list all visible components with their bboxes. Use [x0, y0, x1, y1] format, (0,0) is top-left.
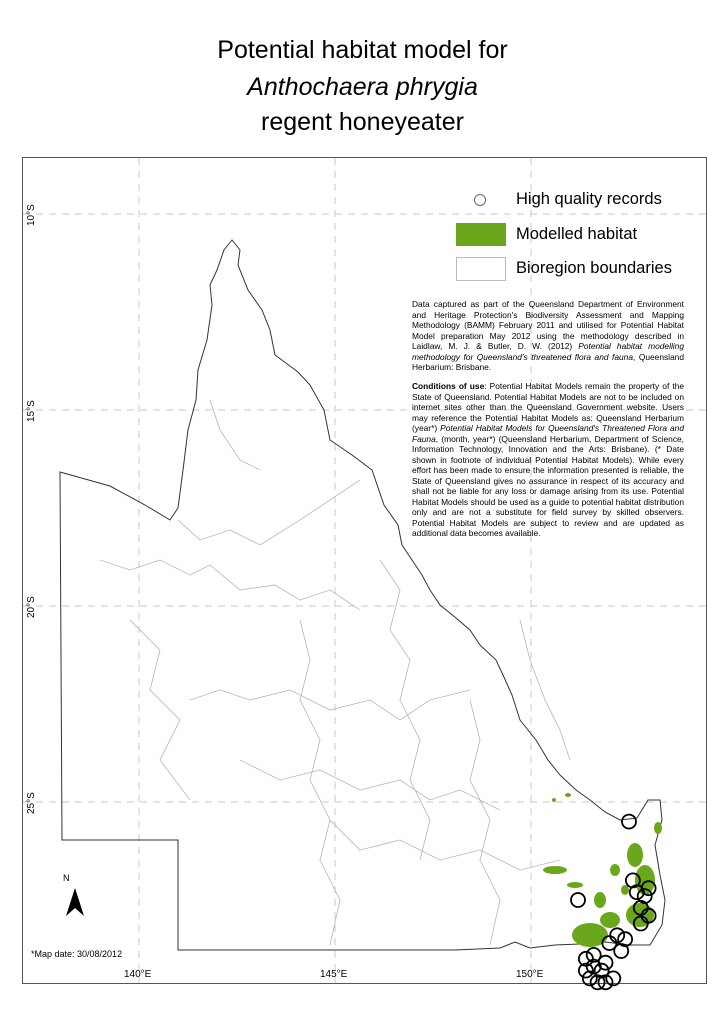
record-point-20 [614, 944, 628, 958]
lat-label-20s: 20°S [26, 596, 37, 618]
legend-bioregion-swatch [456, 257, 506, 281]
conditions-paragraph [412, 381, 684, 539]
legend-records-label: High quality records [516, 190, 662, 208]
conditions-text-end: , (month, year*) (Queensland Herbarium, Department of Science, Information Technology, Innovation and the Arts: Brisbane). (* Date shown in footnote of individual Potential Habitat Models). While every effort has been made to ensure the information presented is reliable, the State of Queensland gives no assurance in respect of its accuracy and shall not be liable for any loss or damage arising from its use. Potential Habitat Models should be used as a guide to potential habitat distribution only and are not a substitute for field survey by skilled observers. Potential Habitat Models are subject to review and are updated as additional data becomes available. [412, 433, 684, 538]
legend-bioregion-label: Bioregion boundaries [516, 259, 672, 277]
modelled-habitat [543, 793, 662, 947]
record-symbol-icon [474, 194, 486, 206]
high-quality-records [571, 815, 656, 990]
conditions-citation: Potential Habitat Models for Queensland's Threatened Flora and Fauna [412, 423, 684, 444]
data-source-text-end: , Queensland Herbarium: Brisbane. [412, 351, 684, 372]
data-source-text: Data captured as part of the Queensland Department of Environment and Heritage Protection's Biodiversity Assessment and Mapping Methodology (BAMM) February 2011 and utilised for Potential Habitat Model preparation May 2012 using the methodology described in Laidlaw, M. J. & Butler, D. W. (2012) [412, 299, 684, 351]
legend-habitat-label: Modelled habitat [516, 225, 638, 243]
lat-label-25s: 25°S [26, 792, 37, 814]
north-label: N [63, 873, 70, 883]
map-title-species: Anthochaera phrygia [247, 73, 478, 101]
conditions-heading: Conditions of use [412, 381, 485, 391]
lon-label-150e: 150°E [516, 969, 544, 980]
map-title-line1: Potential habitat model for [217, 36, 508, 64]
data-source-paragraph [412, 299, 684, 373]
map-title-common-name: regent honeyeater [261, 108, 464, 136]
north-arrow-icon [64, 886, 86, 918]
graticule [23, 158, 706, 983]
record-point-15 [599, 956, 613, 970]
legend-habitat-swatch [456, 223, 506, 246]
record-point-1 [571, 893, 585, 907]
lat-label-10s: 10°S [26, 204, 37, 226]
conditions-text: : Potential Habitat Models remain the property of the State of Queensland. Potential Habitat Models are not to be included on internet sites other than the Queensland Government website. Users may reference the Potential Habitat Models as: Queensland Herbarium (year*) [412, 381, 684, 433]
lon-label-140e: 140°E [124, 969, 152, 980]
data-source-citation: Potential habitat modelling methodology for Queensland's threatened flora and fauna [412, 341, 684, 362]
map-date: *Map date: 30/08/2012 [31, 949, 123, 959]
lon-label-145e: 145°E [320, 969, 348, 980]
record-point-0 [622, 815, 636, 829]
lat-label-15s: 15°S [26, 400, 37, 422]
record-point-8 [610, 928, 624, 942]
